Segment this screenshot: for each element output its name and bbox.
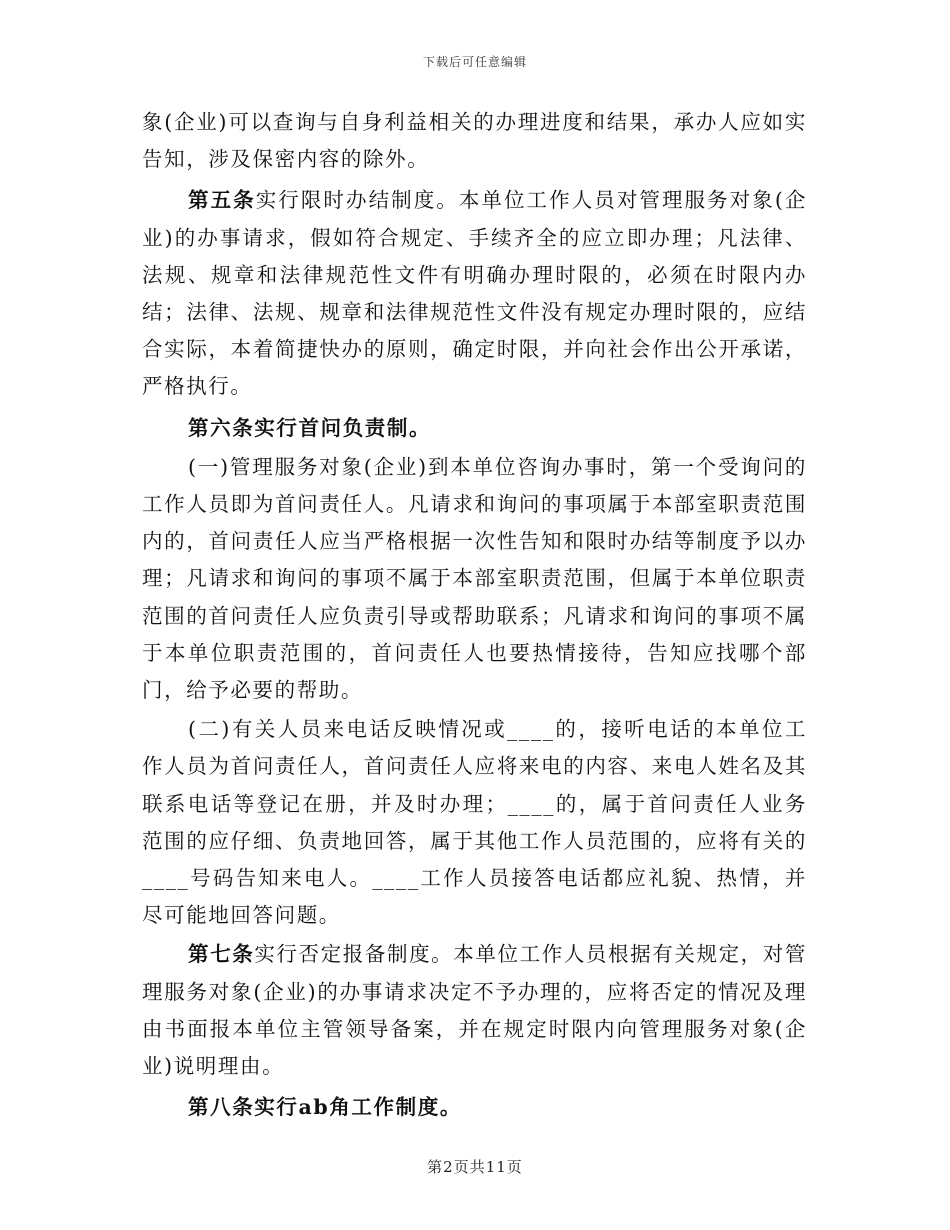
article-five [142, 182, 807, 405]
paragraph-text: 实行限时办结制度。本单位工作人员对管理服务对象(企业)的办事请求，假如符合规定、手续齐全的应立即办理；凡法律、法规、规章和法律规范性文件有明确办理时限的，必须在时限内办结；法律、法规、规章和法律规范性文件没有规定办理时限的，应结合实际，本着简捷快办的原则，确定时限，并向社会作出公开承诺，严格执行。 [142, 188, 807, 399]
paragraph-continuation [142, 104, 807, 178]
page-header: 下载后可任意编辑 [422, 55, 527, 69]
page-number: 第2页共11页 [427, 1158, 523, 1176]
document-body [142, 104, 807, 1126]
article-six-heading [142, 410, 807, 447]
clause-one [142, 449, 807, 709]
paragraph-text: 第八条实行ab角工作制度。 [188, 1095, 462, 1120]
article-label: 第五条 [188, 188, 256, 213]
article-eight-heading [142, 1089, 807, 1126]
paragraph-text: 实行否定报备制度。本单位工作人员根据有关规定，对管理服务对象(企业)的办事请求决定不予办理的，应将否定的情况及理由书面报本单位主管领导备案，并在规定时限内向管理服务对象(企业)说明理由。 [142, 942, 807, 1079]
paragraph-text: (二)有关人员来电话反映情况或____的，接听电话的本单位工作人员为首问责任人，首问责任人应将来电的内容、来电人姓名及其联系电话等登记在册，并及时办理；____的，属于首问责任人业务范围的应仔细、负责地回答，属于其他工作人员范围的，应将有关的____号码告知来电人。____工作人员接答电话都应礼貌、热情，并尽可能地回答问题。 [142, 717, 807, 928]
article-seven [142, 936, 807, 1085]
clause-two [142, 711, 807, 934]
article-label: 第七条 [188, 942, 255, 967]
paragraph-text: 第六条实行首问负责制。 [188, 415, 432, 440]
paragraph-text: (一)管理服务对象(企业)到本单位咨询办事时，第一个受询问的工作人员即为首问责任人。凡请求和询问的事项属于本部室职责范围内的，首问责任人应当严格根据一次性告知和限时办结等制度予以办理；凡请求和询问的事项不属于本部室职责范围，但属于本单位职责范围的首问责任人应负责引导或帮助联系；凡请求和询问的事项不属于本单位职责范围的，首问责任人也要热情接待，告知应找哪个部门，给予必要的帮助。 [142, 454, 807, 703]
paragraph-text: 象(企业)可以查询与自身利益相关的办理进度和结果，承办人应如实告知，涉及保密内容的除外。 [142, 110, 807, 172]
